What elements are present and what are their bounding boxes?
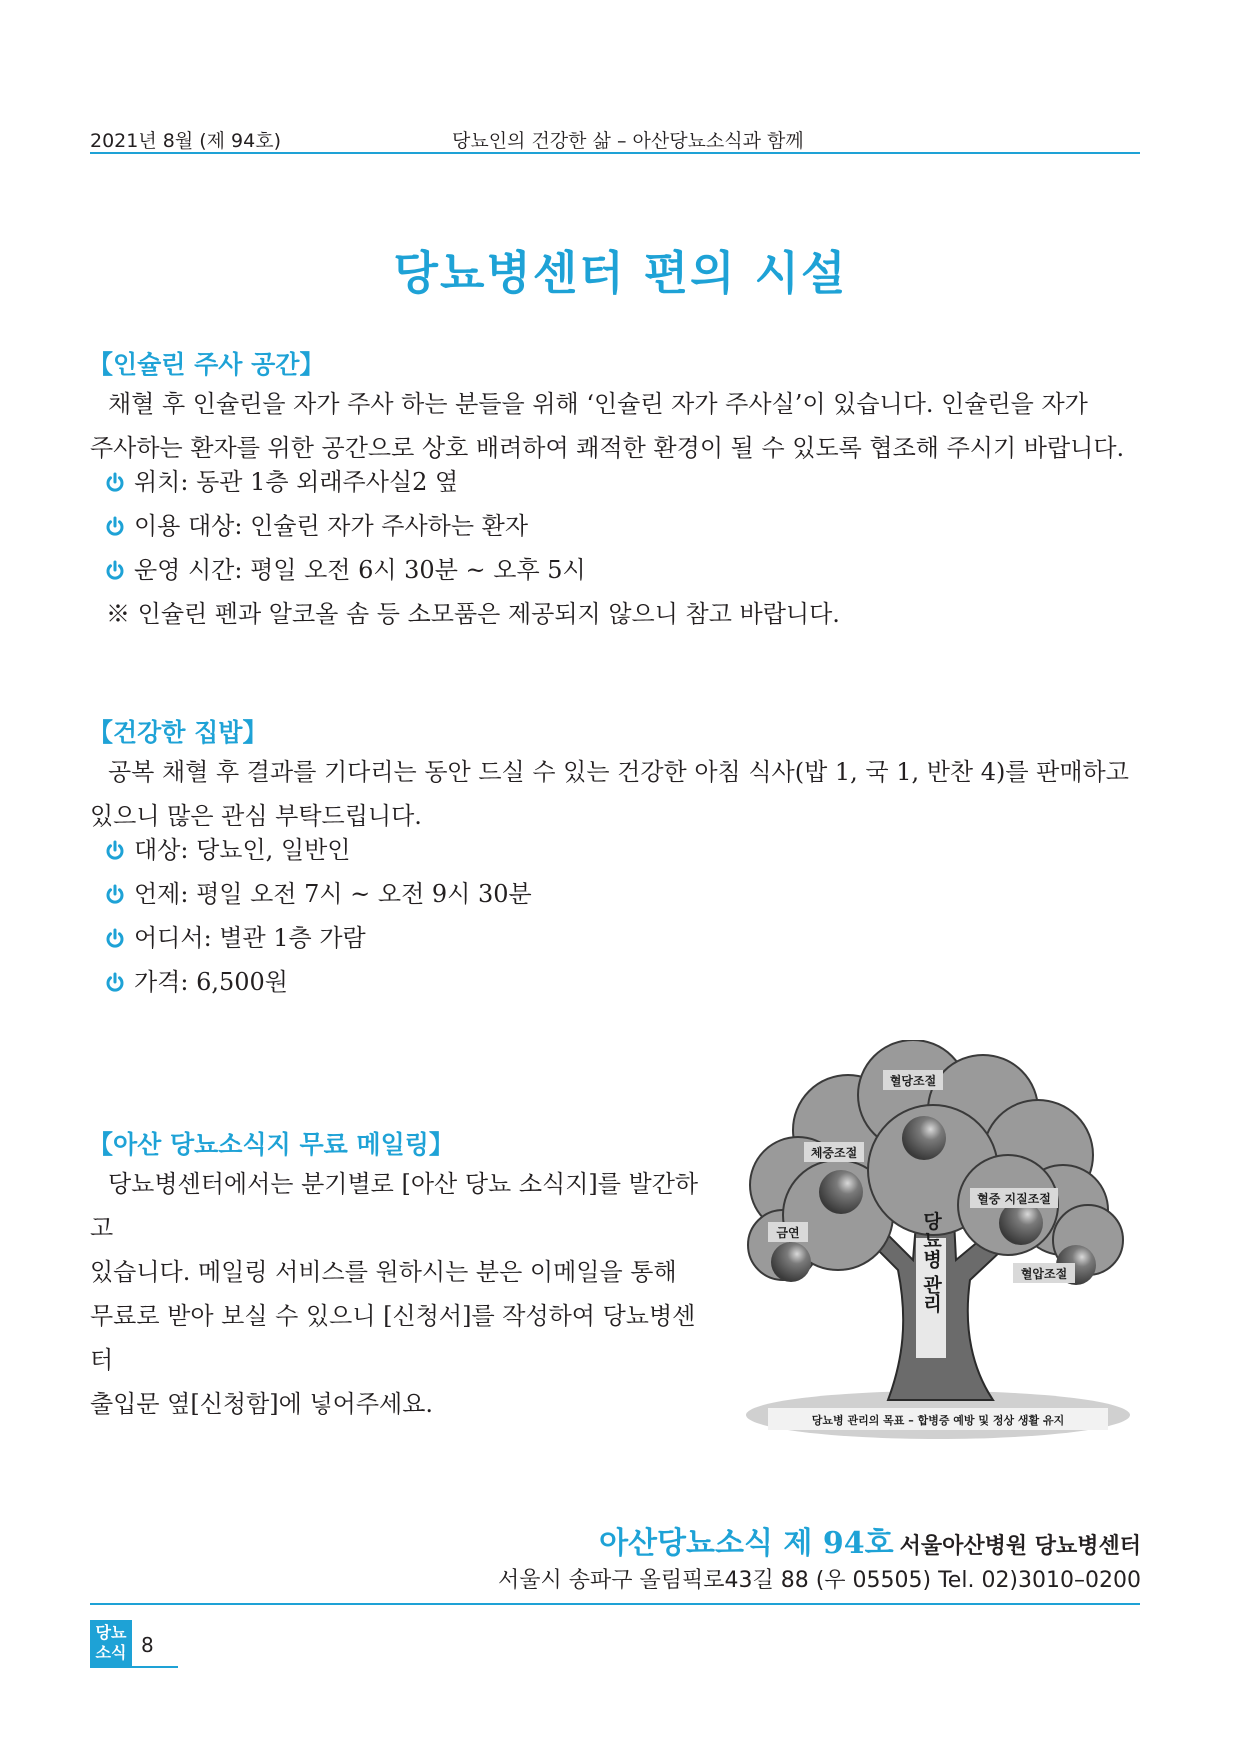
fruit-ball xyxy=(771,1242,811,1282)
paragraph-line: 있으니 많은 관심 부탁드립니다. xyxy=(90,802,422,830)
power-icon xyxy=(104,515,126,537)
section-paragraph-meal xyxy=(90,750,1129,838)
list-item xyxy=(104,916,532,960)
fruit-label: 혈당조절 xyxy=(889,1074,937,1088)
fruit-label: 금연 xyxy=(776,1226,800,1240)
organization-name: 서울아산병원 당뇨병센터 xyxy=(899,1534,1141,1559)
paragraph-line: 있습니다. 메일링 서비스를 원하시는 분은 이메일을 통해 xyxy=(90,1258,677,1286)
section-heading-meal: 【건강한 집밥】 xyxy=(88,718,268,747)
list-item xyxy=(104,548,840,592)
bullet-label: 위치 xyxy=(134,468,181,496)
list-item xyxy=(104,504,840,548)
note-text: ※ 인슐린 펜과 알코올 솜 등 소모품은 제공되지 않으니 참고 바랍니다. xyxy=(106,600,840,628)
bullet-value: : 평일 오전 7시 ~ 오전 9시 30분 xyxy=(180,880,532,908)
newsletter-name: 아산당뇨소식 제 94호 xyxy=(599,1526,894,1561)
fruit-ball xyxy=(819,1170,863,1214)
power-icon xyxy=(104,971,126,993)
power-icon xyxy=(104,471,126,493)
section-heading-mailing: 【아산 당뇨소식지 무료 메일링】 xyxy=(88,1130,454,1159)
bullet-label: 가격 xyxy=(134,968,181,996)
power-icon xyxy=(104,839,126,861)
paragraph-line: 주사하는 환자를 위한 공간으로 상호 배려하여 쾌적한 환경이 될 수 있도록 협조해 주시기 바랍니다. xyxy=(90,434,1125,462)
page-number-underline xyxy=(90,1666,178,1668)
section-paragraph-mailing xyxy=(90,1162,710,1426)
paragraph-line: 당뇨병센터에서는 분기별로 [아산 당뇨 소식지]를 발간하고 xyxy=(90,1170,699,1242)
bullet-value: : 동관 1층 외래주사실2 옆 xyxy=(180,468,459,496)
page-header xyxy=(90,122,1140,154)
bullet-label: 운영 시간 xyxy=(134,556,235,584)
header-slogan: 당뇨인의 건강한 삶 – 아산당뇨소식과 함께 xyxy=(452,130,804,152)
paragraph-line: 무료로 받아 보실 수 있으니 [신청서]를 작성하여 당뇨병센터 xyxy=(90,1302,696,1374)
bullet-label: 언제 xyxy=(134,880,181,908)
bullet-label: 이용 대상 xyxy=(134,512,235,540)
list-item xyxy=(104,960,532,1004)
page-title: 당뇨병센터 편의 시설 xyxy=(393,246,848,300)
issue-date: 2021년 8월 (제 94호) xyxy=(90,130,281,152)
footer-address: 서울시 송파구 올림픽로43길 88 (우 05505) Tel. 02)3010–0200 xyxy=(497,1568,1141,1593)
fruit-label: 혈압조절 xyxy=(1020,1267,1068,1281)
page-number: 8 xyxy=(141,1633,154,1657)
power-icon xyxy=(104,927,126,949)
bullet-list-meal xyxy=(104,828,532,1004)
footer-divider xyxy=(90,1603,1140,1605)
paragraph-line: 출입문 옆[신청함]에 넣어주세요. xyxy=(90,1390,434,1418)
diabetes-management-tree xyxy=(738,1040,1131,1440)
paragraph-line: 채혈 후 인슐린을 자가 주사 하는 분들을 위해 ‘인슐린 자가 주사실’이 있습니다. 인슐린을 자가 xyxy=(108,390,1088,418)
section-heading-insulin: 【인슐린 주사 공간】 xyxy=(88,350,325,379)
page-badge xyxy=(90,1620,132,1666)
bullet-label: 대상 xyxy=(134,836,181,864)
paragraph-line: 공복 채혈 후 결과를 기다리는 동안 드실 수 있는 건강한 아침 식사(밥 1, 국 1, 반찬 4)를 판매하고 xyxy=(108,758,1129,786)
trunk-label: 당뇨병 관리 xyxy=(920,1211,942,1313)
bullet-value: : 6,500원 xyxy=(180,968,288,996)
list-item xyxy=(104,828,532,872)
fruit-ball xyxy=(902,1116,946,1160)
bullet-value: : 당뇨인, 일반인 xyxy=(180,836,351,864)
bullet-value: : 별관 1층 가람 xyxy=(203,924,366,952)
footer-title xyxy=(599,1518,1141,1562)
section-paragraph-insulin xyxy=(90,382,1124,470)
list-item xyxy=(104,460,840,504)
bullet-list-insulin xyxy=(104,460,840,636)
bullet-value: : 인슐린 자가 주사하는 환자 xyxy=(234,512,528,540)
fruit-label: 혈중 지질조절 xyxy=(977,1192,1051,1206)
power-icon xyxy=(104,559,126,581)
power-icon xyxy=(104,883,126,905)
fruit-label: 체중조절 xyxy=(810,1146,858,1160)
list-item xyxy=(104,872,532,916)
page-badge-line: 당뇨 xyxy=(95,1623,127,1642)
page-badge-line: 소식 xyxy=(95,1643,127,1662)
tree-caption: 당뇨병 관리의 목표 – 합병증 예방 및 정상 생활 유지 xyxy=(811,1414,1065,1427)
bullet-value: : 평일 오전 6시 30분 ~ 오후 5시 xyxy=(234,556,586,584)
bullet-label: 어디서 xyxy=(134,924,204,952)
